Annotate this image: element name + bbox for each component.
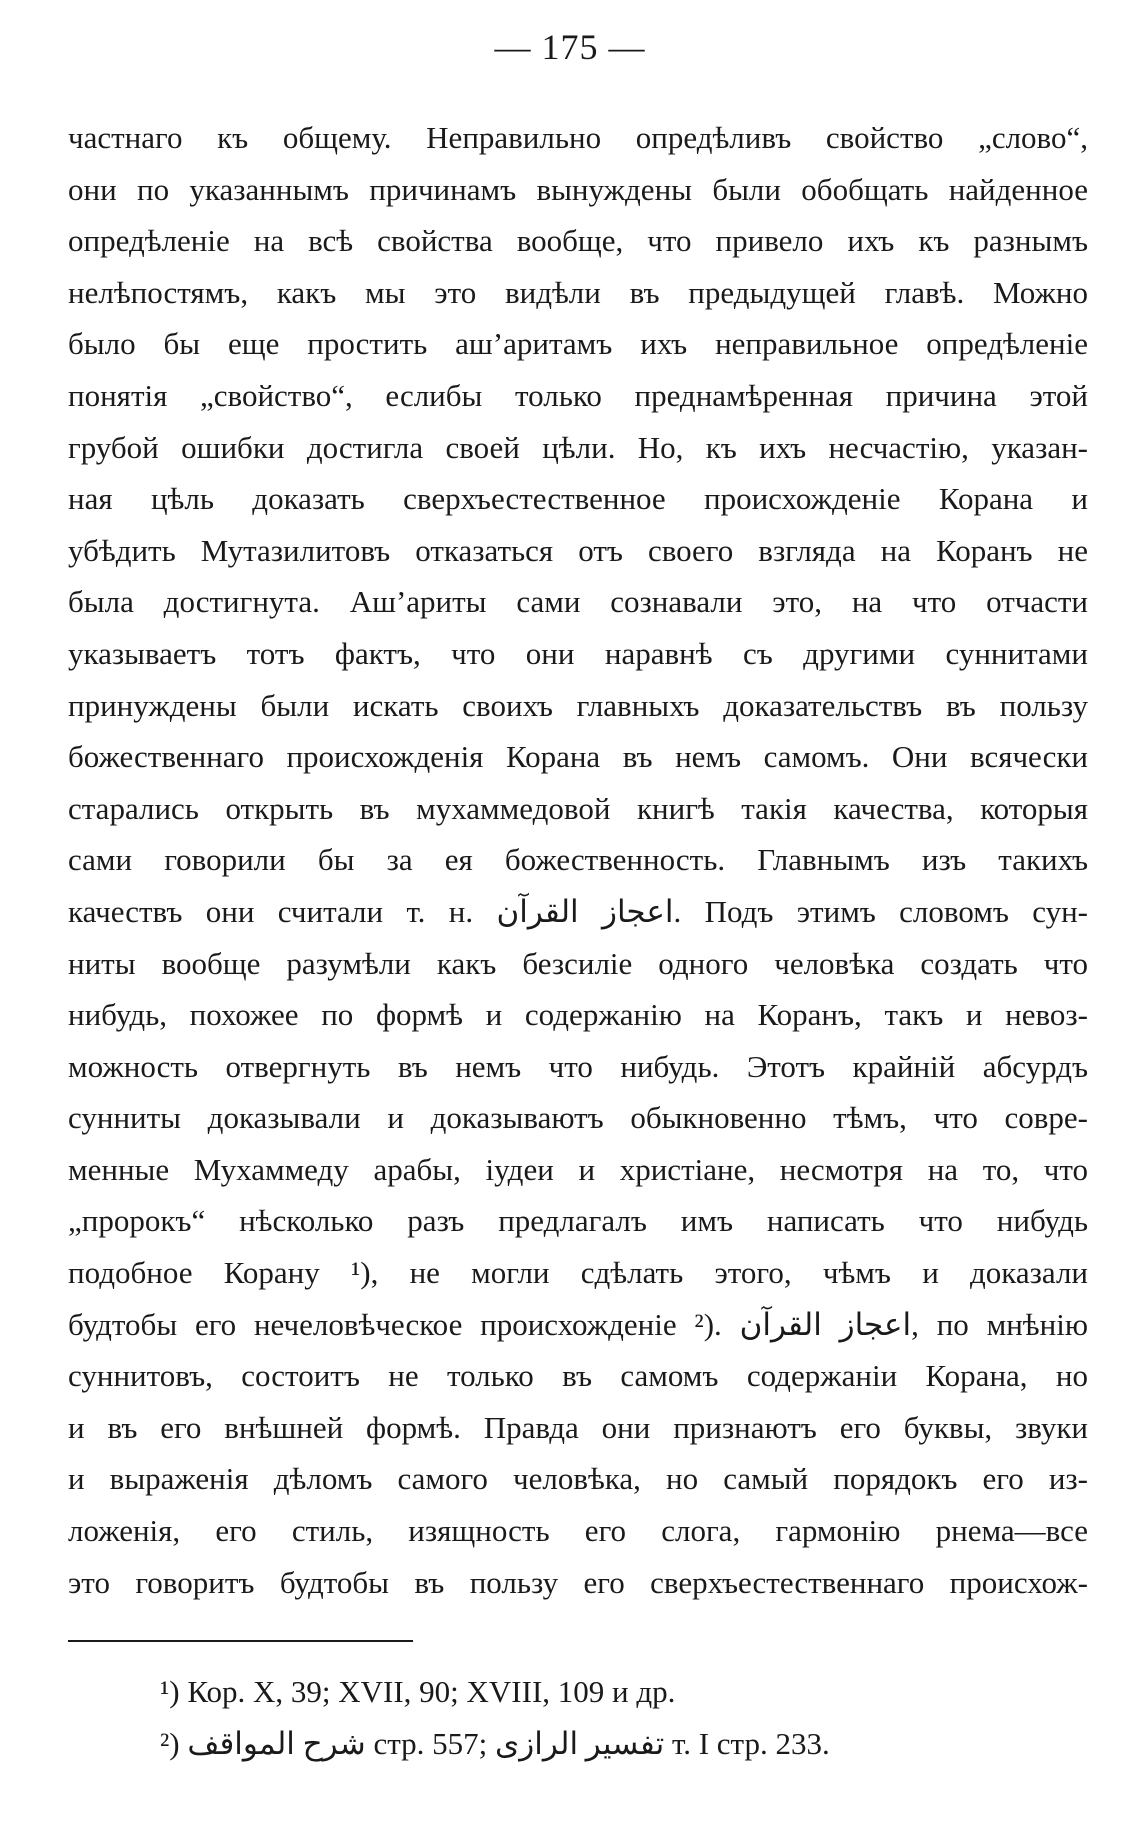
- text-line: это говоритъ будтобы въ пользу его сверхъестественнаго происхож-: [68, 1564, 1088, 1600]
- text-line: сами говорили бы за ея божественность. Главнымъ изъ такихъ: [68, 842, 1088, 878]
- footnote-divider: [68, 1640, 413, 1642]
- text-line: суннитовъ, состоитъ не только въ самомъ содержаніи Корана, но: [68, 1358, 1088, 1394]
- text-line: ложенія, его стиль, изящность его слога, гармонію рнема—все: [68, 1513, 1088, 1549]
- text-line: и выраженія дѣломъ самого человѣка, но самый порядокъ его из-: [68, 1461, 1088, 1497]
- text-line: ная цѣль доказать сверхъестественное происхожденіе Корана и: [68, 481, 1088, 517]
- body-text: [68, 112, 1088, 1608]
- text-line: было бы еще простить аш’аритамъ ихъ неправильное опредѣленіе: [68, 326, 1088, 362]
- text-line: качествъ они считали т. н. اعجاز القرآن. Подъ этимъ словомъ сун-: [68, 893, 1088, 929]
- text-line: нибудь, похожее по формѣ и содержанію на Коранъ, такъ и невоз-: [68, 997, 1088, 1033]
- text-line: менные Мухаммеду арабы, іудеи и христіане, несмотря на то, что: [68, 1151, 1088, 1187]
- text-line: опредѣленіе на всѣ свойства вообще, что привело ихъ къ разнымъ: [68, 223, 1088, 259]
- text-line: подобное Корану ¹), не могли сдѣлать этого, чѣмъ и доказали: [68, 1255, 1088, 1291]
- text-line: сунниты доказывали и доказываютъ обыкновенно тѣмъ, что совре-: [68, 1100, 1088, 1136]
- text-line: божественнаго происхожденія Корана въ немъ самомъ. Они всячески: [68, 739, 1088, 775]
- text-line: старались открыть въ мухаммедовой книгѣ такія качества, которыя: [68, 790, 1088, 826]
- text-line: принуждены были искать своихъ главныхъ доказательствъ въ пользу: [68, 687, 1088, 723]
- text-line: была достигнута. Аш’ариты сами сознавали это, на что отчасти: [68, 584, 1088, 620]
- text-line: нелѣпостямъ, какъ мы это видѣли въ предыдущей главѣ. Можно: [68, 274, 1088, 310]
- text-line: указываетъ тотъ фактъ, что они наравнѣ съ другими суннитами: [68, 635, 1088, 671]
- text-line: частнаго къ общему. Неправильно опредѣливъ свойство „слово“,: [68, 120, 1088, 155]
- text-line: ниты вообще разумѣли какъ безсиліе одного человѣка создать что: [68, 945, 1088, 981]
- text-line: понятія „свойство“, еслибы только преднамѣренная причина этой: [68, 377, 1088, 413]
- text-line: и въ его внѣшней формѣ. Правда они признаютъ его буквы, звуки: [68, 1409, 1088, 1445]
- footnote: ¹) Кор. X, 39; XVII, 90; XVIII, 109 и др.: [160, 1674, 676, 1709]
- text-line: будтобы его нечеловѣческое происхожденіе ²). اعجاز القرآن, по мнѣнію: [68, 1306, 1088, 1342]
- text-line: убѣдить Мутазилитовъ отказаться отъ своего взгляда на Коранъ не: [68, 532, 1088, 568]
- footnotes: [160, 1666, 1060, 1770]
- page-number: — 175 —: [494, 27, 646, 67]
- text-line: можность отвергнуть въ немъ что нибудь. Этотъ крайній абсурдъ: [68, 1048, 1088, 1084]
- text-line: они по указаннымъ причинамъ вынуждены были обобщать найденное: [68, 171, 1088, 207]
- text-line: грубой ошибки достигла своей цѣли. Но, къ ихъ несчастію, указан-: [68, 429, 1088, 465]
- footnote: ²) شرح المواقف стр. 557; تفسير الرازى т. I стр. 233.: [160, 1726, 830, 1761]
- text-line: „пророкъ“ нѣсколько разъ предлагалъ имъ написать что нибудь: [68, 1203, 1088, 1239]
